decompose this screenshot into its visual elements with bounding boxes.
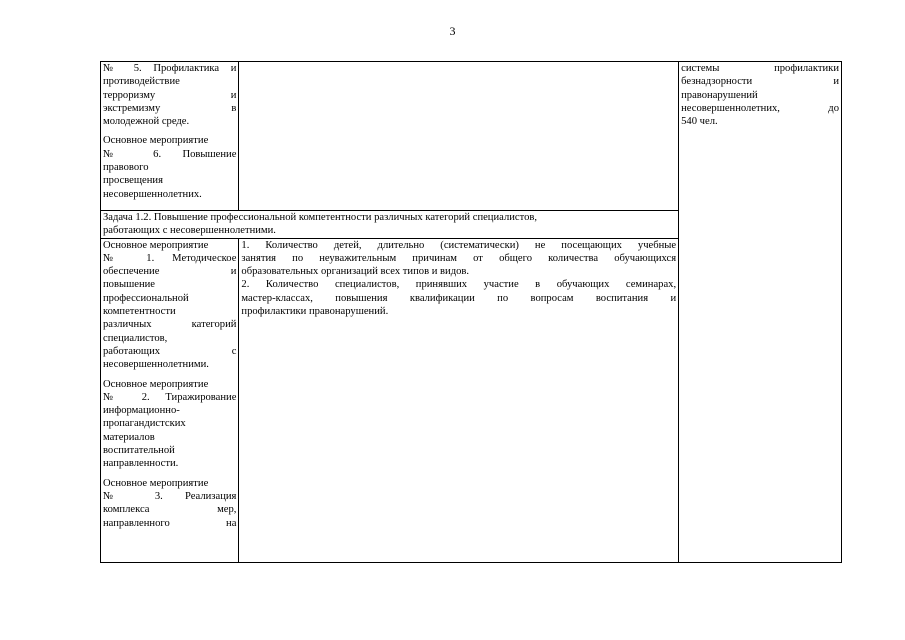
measure-cell — [101, 238, 239, 562]
text-line: работающих с несовершеннолетними. — [103, 225, 276, 237]
measure-block — [103, 477, 236, 530]
text-line: профессиональной — [103, 292, 189, 304]
text-line: экстремизму в — [103, 102, 237, 114]
text-line: различных категорий — [103, 319, 237, 331]
text-line: компетентности — [103, 306, 176, 318]
text-line: безнадзорности и — [681, 76, 839, 88]
text-line: правового — [103, 162, 149, 174]
text-line: материалов — [103, 431, 155, 443]
measure-block — [103, 378, 236, 471]
text-line: 1. Количество детей, длительно (систематически) не посещающих учебные — [241, 239, 677, 251]
measure-block — [103, 62, 236, 128]
text-line: несовершеннолетних, до — [681, 102, 839, 114]
text-line: 540 чел. — [681, 116, 718, 128]
text-line: комплекса мер, — [103, 504, 237, 516]
text-line: Основное мероприятие — [103, 239, 209, 251]
text-line: профилактики правонарушений. — [241, 306, 389, 318]
text-line: 2. Количество специалистов, принявших участие в обучающих семинарах, — [241, 279, 677, 291]
text-line: системы профилактики — [681, 63, 839, 74]
table-row — [101, 62, 842, 211]
text-line: несовершеннолетними. — [103, 359, 209, 371]
text-line: работающих с — [103, 345, 237, 357]
task-cell — [101, 211, 679, 239]
text-line: Основное мероприятие — [103, 135, 209, 147]
text-line: специалистов, — [103, 332, 168, 344]
text-line: обеспечение и — [103, 266, 237, 278]
result-cell — [679, 62, 842, 563]
text-line: направленности. — [103, 458, 179, 470]
text-line: направленного на — [103, 517, 237, 529]
text-line: Основное мероприятие — [103, 378, 209, 390]
text-line: терроризму и — [103, 89, 237, 101]
text-line: противодействие — [103, 76, 180, 88]
text-line: пропагандистских — [103, 418, 186, 430]
text-line: Задача 1.2. Повышение профессиональной компетентности различных категорий специалистов, — [103, 212, 538, 223]
text-line: № 1. Методическое — [103, 252, 237, 264]
page-number: 3 — [449, 24, 456, 38]
text-line: несовершеннолетних. — [103, 188, 202, 200]
measure-cell — [101, 62, 239, 211]
text-line: повышение — [103, 279, 155, 291]
text-line: № 3. Реализация — [103, 490, 237, 502]
text-line: образовательных организаций всех типов и видов. — [241, 266, 470, 278]
text-line: Основное мероприятие — [103, 477, 209, 489]
measure-block — [103, 134, 236, 200]
text-line: № 6. Повышение — [103, 148, 237, 160]
text-line: мастер-классах, повышения квалификации по вопросам воспитания и — [241, 292, 677, 304]
text-line: правонарушений — [681, 89, 758, 101]
text-line: занятия по неуважительным причинам от общего количества обучающихся — [241, 252, 677, 264]
measures-table — [100, 61, 842, 563]
indicator-cell — [239, 62, 679, 211]
text-line: молодежной среде. — [103, 116, 190, 128]
indicator-cell — [239, 238, 679, 562]
text-line: № 5. Профилактика и — [103, 63, 237, 74]
text-line: № 2. Тиражирование — [103, 391, 237, 403]
text-line: воспитательной — [103, 445, 175, 457]
text-line: информационно- — [103, 405, 180, 417]
text-line: просвещения — [103, 175, 163, 187]
measure-block — [103, 239, 236, 372]
